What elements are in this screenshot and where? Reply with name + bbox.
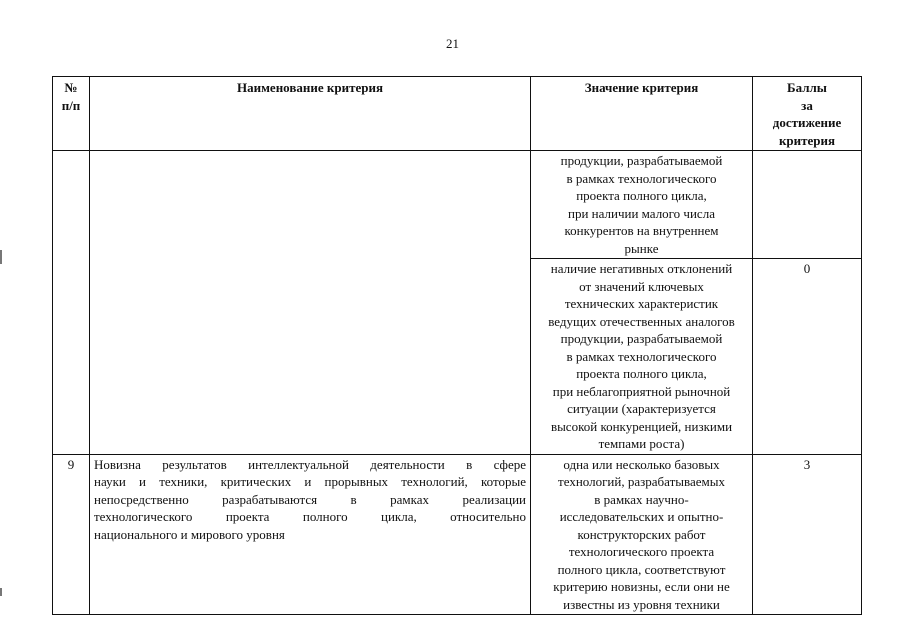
value-line: рынке	[624, 240, 659, 256]
criterion-name-cell	[90, 454, 531, 615]
header-number-line: №	[64, 80, 78, 95]
header-criterion-name: Наименование критерия	[90, 77, 531, 151]
value-line: критерию новизны, если они не	[553, 579, 730, 594]
row-number-cell: 9	[53, 454, 90, 615]
value-line: технических характеристик	[564, 296, 719, 311]
value-line: при неблагоприятной рыночной	[552, 383, 731, 399]
criterion-value-cell	[531, 454, 753, 615]
value-line: конкурентов на внутреннем	[564, 223, 719, 238]
value-line: одна или несколько базовых	[563, 456, 720, 472]
name-line: науки и техники, критических и прорывных технологий, которые	[94, 474, 526, 489]
value-line: в рамках технологического	[566, 348, 717, 364]
table-header-row	[53, 77, 862, 151]
value-line: ситуации (характеризуется	[567, 401, 716, 416]
scan-edge-mark	[0, 588, 2, 596]
value-line: в рамках научно-	[594, 491, 689, 507]
header-number-line: п/п	[61, 97, 81, 113]
header-score-line: достижение	[772, 115, 842, 130]
value-line: конструкторских работ	[577, 526, 706, 542]
scan-edge-mark	[0, 250, 2, 264]
page-number: 21	[446, 36, 459, 51]
value-line: проекта полного цикла,	[576, 366, 707, 381]
table-row	[53, 151, 862, 259]
header-number	[53, 77, 90, 151]
name-line: непосредственно разрабатываются в рамках реализации	[94, 491, 526, 507]
name-line: технологического проекта полного цикла, относительно	[94, 509, 526, 524]
criterion-value-cell	[531, 259, 753, 455]
value-line: при наличии малого числа	[568, 205, 715, 221]
score-cell: 3	[753, 454, 862, 615]
value-line: ведущих отечественных аналогов	[548, 313, 735, 329]
header-score-line: за	[801, 97, 813, 113]
value-line: продукции, разрабатываемой	[560, 153, 723, 168]
criterion-value-cell	[531, 151, 753, 259]
value-line: технологического проекта	[568, 544, 715, 559]
value-line: наличие негативных отклонений	[550, 261, 733, 276]
header-score	[753, 77, 862, 151]
name-line: Новизна результатов интеллектуальной деятельности в сфере	[94, 456, 526, 472]
header-score-line: Баллы	[787, 80, 827, 95]
value-line: проекта полного цикла,	[576, 188, 707, 203]
criterion-name-cell	[90, 151, 531, 455]
value-line: исследовательских и опытно-	[559, 509, 724, 524]
score-cell: 0	[753, 259, 862, 455]
criteria-table	[52, 76, 862, 615]
name-line: национального и мирового уровня	[94, 526, 285, 542]
score-cell	[753, 151, 862, 259]
header-criterion-value: Значение критерия	[531, 77, 753, 151]
table-row	[53, 454, 862, 615]
header-score-line: критерия	[778, 132, 836, 148]
value-line: известны из уровня техники	[563, 596, 720, 612]
value-line: полного цикла, соответствуют	[557, 561, 726, 577]
row-number-cell	[53, 151, 90, 455]
value-line: от значений ключевых	[579, 278, 704, 294]
value-line: продукции, разрабатываемой	[560, 331, 723, 346]
value-line: высокой конкуренцией, низкими	[550, 418, 733, 434]
value-line: технологий, разрабатываемых	[558, 474, 725, 489]
value-line: в рамках технологического	[566, 170, 717, 186]
value-line: темпами роста)	[598, 436, 685, 451]
